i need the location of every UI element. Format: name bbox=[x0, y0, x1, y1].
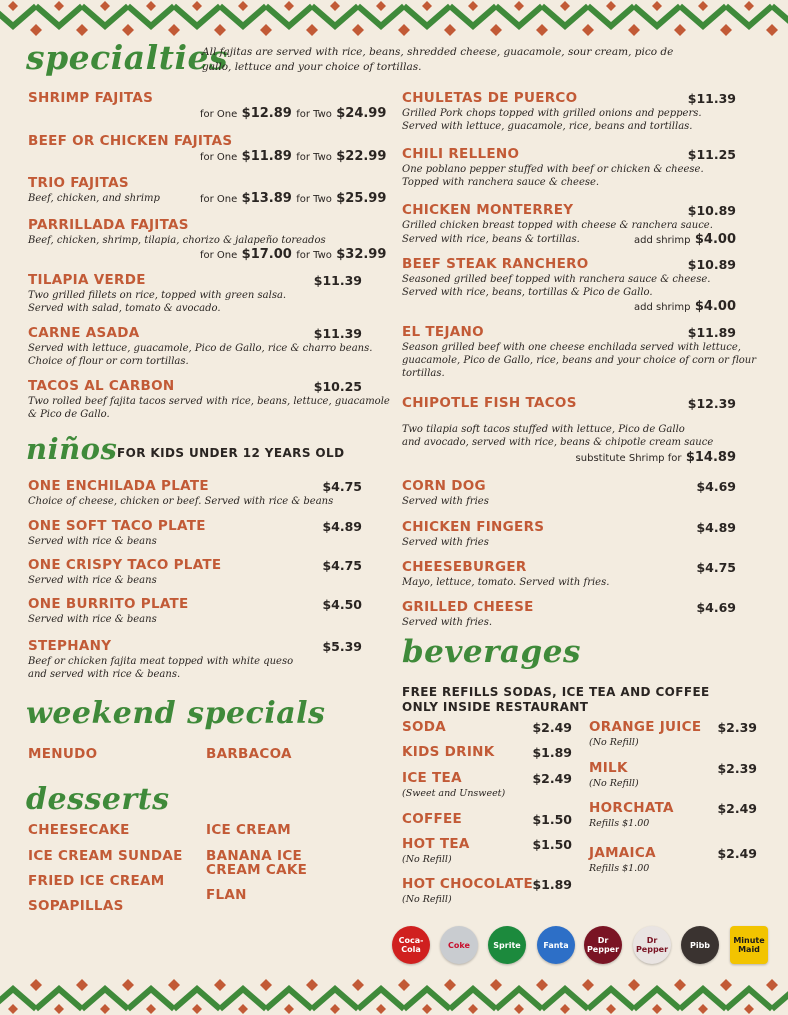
menu-item-name: BARBACOA bbox=[206, 746, 292, 762]
menu-item-name: HOT CHOCOLATE bbox=[402, 876, 534, 892]
specialties-intro: All fajitas are served with rice, beans, shredded cheese, guacamole, sour cream, pico de gallo, lettuce and your choice of tortillas. bbox=[202, 46, 674, 73]
menu-item-desc: & Pico de Gallo. bbox=[28, 409, 110, 420]
minute-maid-logo: Minute Maid bbox=[730, 926, 768, 964]
ninos-title: niños bbox=[26, 432, 118, 466]
menu-item-desc: Two grilled fillets on rice, topped with green salsa. bbox=[28, 290, 287, 301]
menu-item-name: EL TEJANO bbox=[402, 324, 484, 340]
menu-item-extra-price: add shrimp $4.00 bbox=[633, 232, 736, 247]
menu-item-desc: Served with lettuce, guacamole, Pico de Gallo, rice & charro beans. bbox=[28, 343, 373, 354]
coca-cola-logo: Coca-Cola bbox=[392, 926, 430, 964]
menu-item-name: ONE CRISPY TACO PLATE bbox=[28, 557, 222, 573]
menu-item-extra-price: add shrimp $4.00 bbox=[633, 299, 736, 314]
menu-item-price: $2.39 bbox=[717, 720, 757, 735]
menu-item-name: ICE TEA bbox=[402, 770, 462, 786]
menu-item-desc: Served with rice & beans bbox=[28, 536, 157, 547]
menu-item-price: $4.75 bbox=[322, 558, 362, 573]
menu-item-desc: Season grilled beef with one cheese enchilada served with lettuce, bbox=[402, 342, 741, 353]
menu-item-desc: Served with rice, beans, tortillas & Pico de Gallo. bbox=[402, 287, 653, 298]
menu-item-desc: guacamole, Pico de Gallo, rice, beans and your choice of corn or flour bbox=[402, 355, 756, 366]
menu-item-desc: One poblano pepper stuffed with beef or chicken & cheese. bbox=[402, 164, 704, 175]
menu-item-price: for One $17.00 for Two $32.99 bbox=[200, 247, 387, 262]
menu-item-price: $11.25 bbox=[687, 147, 736, 162]
menu-item-desc: Served with rice & beans bbox=[28, 614, 157, 625]
menu-item-desc: and avocado, served with rice, beans & chipotle cream sauce bbox=[402, 437, 714, 448]
menu-item-name: BANANA ICE bbox=[206, 848, 303, 864]
menu-item-name: SODA bbox=[402, 719, 447, 735]
menu-item-desc: Refills $1.00 bbox=[589, 818, 650, 829]
diet-coke-logo: Coke bbox=[440, 926, 478, 964]
menu-item-price: $10.25 bbox=[313, 379, 362, 394]
menu-item-price: $5.39 bbox=[322, 639, 362, 654]
ninos-subtitle: FOR KIDS UNDER 12 YEARS OLD bbox=[117, 446, 345, 460]
menu-item-name: CHILI RELLENO bbox=[402, 146, 520, 162]
menu-item-desc: Served with rice & beans bbox=[28, 575, 157, 586]
menu-item-price: $4.75 bbox=[696, 560, 736, 575]
menu-item-price: $11.39 bbox=[313, 273, 362, 288]
menu-item-price: $10.89 bbox=[687, 203, 736, 218]
menu-item-name: ONE BURRITO PLATE bbox=[28, 596, 189, 612]
menu-item-desc: Refills $1.00 bbox=[589, 863, 650, 874]
menu-item-name: COFFEE bbox=[402, 811, 463, 827]
menu-item-desc: (No Refill) bbox=[402, 854, 452, 865]
menu-item-name: TACOS AL CARBON bbox=[28, 378, 175, 394]
menu-item-desc: Served with fries bbox=[402, 496, 489, 507]
sprite-logo: Sprite bbox=[488, 926, 526, 964]
menu-item-name: HOT TEA bbox=[402, 836, 470, 852]
menu-item-extra-price: substitute Shrimp for $14.89 bbox=[575, 450, 736, 465]
menu-item-price: $4.89 bbox=[322, 519, 362, 534]
menu-item-name: CHICKEN MONTERREY bbox=[402, 202, 574, 218]
dr-pepper-logo: Dr Pepper bbox=[584, 926, 622, 964]
pibb-logo: Pibb bbox=[681, 926, 719, 964]
menu-item-name: HORCHATA bbox=[589, 800, 674, 816]
desserts-title: desserts bbox=[26, 782, 170, 817]
menu-item-price: $1.89 bbox=[532, 745, 572, 760]
bottom-border-pattern bbox=[0, 979, 788, 1015]
specialties-title: specialties bbox=[26, 38, 229, 77]
menu-item-desc: Served with fries bbox=[402, 537, 489, 548]
menu-item-desc: Topped with ranchera sauce & cheese. bbox=[402, 177, 600, 188]
menu-item-name: TILAPIA VERDE bbox=[28, 272, 146, 288]
menu-item-price: $2.49 bbox=[532, 720, 572, 735]
menu-item-name: TRIO FAJITAS bbox=[28, 175, 129, 191]
menu-item-price: $4.89 bbox=[696, 520, 736, 535]
menu-item-price: for One $13.89 for Two $25.99 bbox=[200, 191, 387, 206]
menu-item-name: ORANGE JUICE bbox=[589, 719, 702, 735]
menu-item-desc: Grilled chicken breast topped with cheese & ranchera sauce. bbox=[402, 220, 713, 231]
menu-item-price: $2.39 bbox=[717, 761, 757, 776]
menu-item-price: $4.69 bbox=[696, 479, 736, 494]
menu-item-desc: Served with rice, beans & tortillas. bbox=[402, 234, 580, 245]
menu-item-name: ICE CREAM SUNDAE bbox=[28, 848, 183, 864]
menu-item-name: JAMAICA bbox=[589, 845, 656, 861]
beverages-title: beverages bbox=[402, 634, 581, 670]
menu-item-name: SHRIMP FAJITAS bbox=[28, 90, 154, 106]
menu-item-price: $4.50 bbox=[322, 597, 362, 612]
menu-item-desc: Beef, chicken, shrimp, tilapia, chorizo & jalapeño toreados bbox=[28, 235, 326, 246]
menu-item-price: $2.49 bbox=[717, 846, 757, 861]
menu-item-price: for One $12.89 for Two $24.99 bbox=[200, 106, 387, 121]
menu-item-name: GRILLED CHEESE bbox=[402, 599, 534, 615]
menu-item-desc: (Sweet and Unsweet) bbox=[402, 788, 506, 799]
menu-item-price: $1.50 bbox=[532, 837, 572, 852]
menu-item-desc: Served with fries. bbox=[402, 617, 492, 628]
menu-item-price: $1.50 bbox=[532, 812, 572, 827]
menu-item-desc: Served with lettuce, guacamole, rice, beans and tortillas. bbox=[402, 121, 693, 132]
menu-item-name: CHEESEBURGER bbox=[402, 559, 527, 575]
menu-item-price: $4.69 bbox=[696, 600, 736, 615]
menu-item-name: CHEESECAKE bbox=[28, 822, 130, 838]
menu-item-name: ONE SOFT TACO PLATE bbox=[28, 518, 206, 534]
menu-item-desc: Mayo, lettuce, tomato. Served with fries. bbox=[402, 577, 610, 588]
menu-item-name: FLAN bbox=[206, 887, 247, 903]
menu-item-name: CHULETAS DE PUERCO bbox=[402, 90, 578, 106]
weekend-specials-title: weekend specials bbox=[26, 696, 326, 731]
menu-item-name: BEEF STEAK RANCHERO bbox=[402, 256, 589, 272]
menu-item-desc: Served with salad, tomato & avocado. bbox=[28, 303, 221, 314]
menu-item-price: $11.89 bbox=[687, 325, 736, 340]
menu-item-desc: (No Refill) bbox=[589, 778, 639, 789]
menu-item-desc: and served with rice & beans. bbox=[28, 669, 181, 680]
menu-item-price: for One $11.89 for Two $22.99 bbox=[200, 149, 387, 164]
menu-item-name: PARRILLADA FAJITAS bbox=[28, 217, 189, 233]
menu-item-name: CHIPOTLE FISH TACOS bbox=[402, 395, 577, 411]
menu-item-desc: Choice of flour or corn tortillas. bbox=[28, 356, 189, 367]
menu-item-name: BEEF OR CHICKEN FAJITAS bbox=[28, 133, 233, 149]
menu-item-price: $2.49 bbox=[717, 801, 757, 816]
menu-item-name: CHICKEN FINGERS bbox=[402, 519, 545, 535]
menu-item-price: $11.39 bbox=[687, 91, 736, 106]
beverages-note: FREE REFILLS SODAS, ICE TEA AND COFFEE bbox=[402, 685, 710, 699]
menu-item-desc: (No Refill) bbox=[402, 894, 452, 905]
menu-item-desc: Two rolled beef fajita tacos served with rice, beans, lettuce, guacamole bbox=[28, 396, 390, 407]
menu-item-name: MENUDO bbox=[28, 746, 98, 762]
menu-item-name: SOPAPILLAS bbox=[28, 898, 124, 914]
menu-item-name: CORN DOG bbox=[402, 478, 486, 494]
menu-item-desc: Grilled Pork chops topped with grilled onions and peppers. bbox=[402, 108, 702, 119]
menu-item-price: $2.49 bbox=[532, 771, 572, 786]
menu-item-name: CREAM CAKE bbox=[206, 862, 308, 878]
menu-item-name: ICE CREAM bbox=[206, 822, 291, 838]
menu-item-name: KIDS DRINK bbox=[402, 744, 495, 760]
menu-item-desc: Two tilapia soft tacos stuffed with lettuce, Pico de Gallo bbox=[402, 424, 685, 435]
menu-item-name: MILK bbox=[589, 760, 628, 776]
menu-item-price: $12.39 bbox=[687, 396, 736, 411]
beverages-note: ONLY INSIDE RESTAURANT bbox=[402, 700, 589, 714]
menu-item-desc: Seasoned grilled beef topped with ranchera sauce & cheese. bbox=[402, 274, 711, 285]
menu-item-desc: Beef, chicken, and shrimp bbox=[28, 193, 160, 204]
menu-item-name: ONE ENCHILADA PLATE bbox=[28, 478, 209, 494]
menu-item-desc: Choice of cheese, chicken or beef. Served with rice & beans bbox=[28, 496, 334, 507]
menu-item-name: CARNE ASADA bbox=[28, 325, 140, 341]
diet-dr-pepper-logo: Dr Pepper bbox=[633, 926, 671, 964]
top-border-pattern bbox=[0, 0, 788, 36]
menu-item-price: $10.89 bbox=[687, 257, 736, 272]
menu-item-name: FRIED ICE CREAM bbox=[28, 873, 165, 889]
menu-item-price: $1.89 bbox=[532, 877, 572, 892]
fanta-logo: Fanta bbox=[537, 926, 575, 964]
menu-item-name: STEPHANY bbox=[28, 638, 112, 654]
menu-item-desc: (No Refill) bbox=[589, 737, 639, 748]
menu-item-price: $11.39 bbox=[313, 326, 362, 341]
menu-item-desc: Beef or chicken fajita meat topped with white queso bbox=[28, 656, 294, 667]
menu-item-desc: tortillas. bbox=[402, 368, 445, 379]
menu-item-price: $4.75 bbox=[322, 479, 362, 494]
